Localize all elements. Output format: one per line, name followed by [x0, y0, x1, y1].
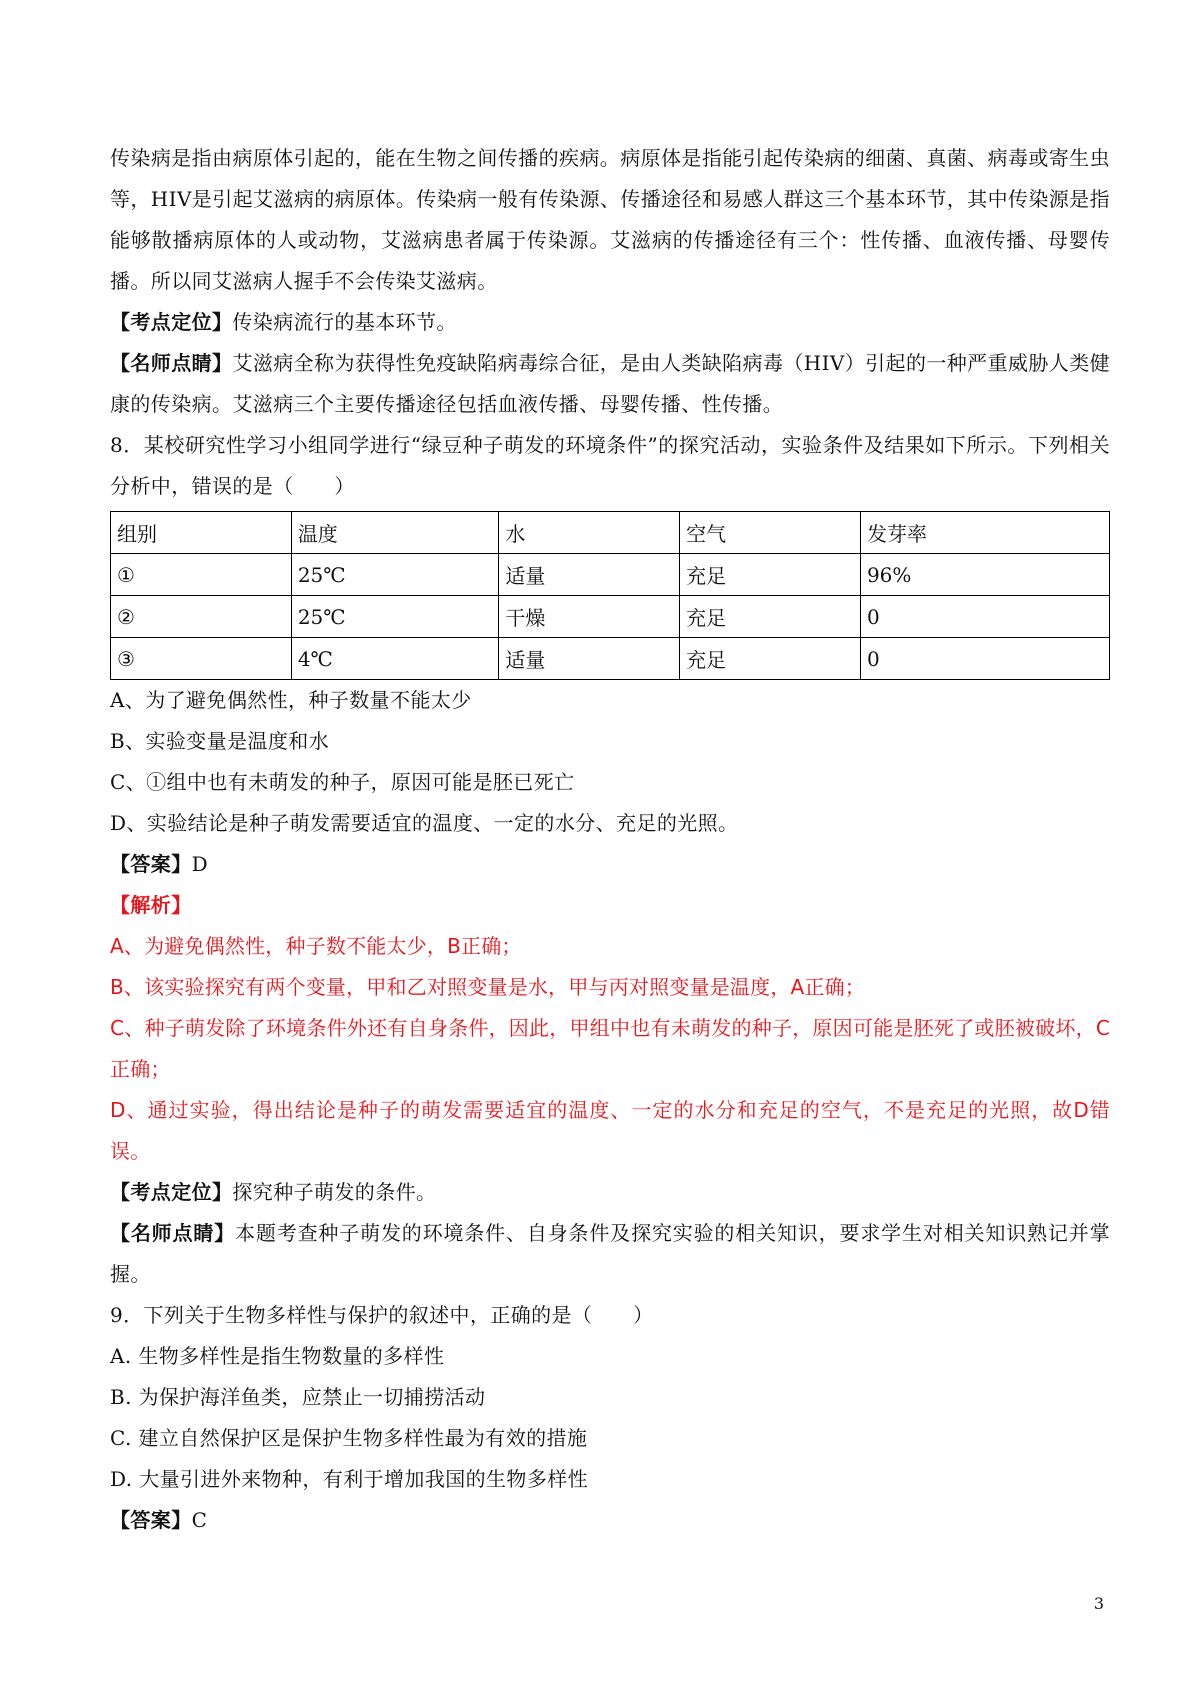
table-header-cell: 组别	[111, 512, 292, 554]
q7-kaodian	[110, 302, 1110, 343]
table-row	[111, 638, 1110, 680]
answer-text: C	[191, 1508, 208, 1532]
q7-mingshi	[110, 343, 1110, 425]
table-cell: 4℃	[291, 638, 499, 680]
q8-option-d: D、实验结论是种子萌发需要适宜的温度、一定的水分、充足的光照。	[110, 811, 739, 835]
kaodian-text: 探究种子萌发的条件。	[232, 1180, 437, 1204]
q8-analysis-b: B、该实验探究有两个变量，甲和乙对照变量是水，甲与丙对照变量是温度，A正确；	[110, 975, 866, 999]
q8-experiment-table	[110, 511, 1110, 680]
table-header-cell: 发芽率	[860, 512, 1109, 554]
q8-analysis-c: C、种子萌发除了环境条件外还有自身条件，因此，甲组中也有未萌发的种子，原因可能是胚死了或胚被破坏，C正确；	[110, 1016, 1110, 1081]
q8-option-c: C、①组中也有未萌发的种子，原因可能是胚已死亡	[110, 770, 575, 794]
table-cell: ②	[111, 596, 292, 638]
mingshi-text: 艾滋病全称为获得性免疫缺陷病毒综合征，是由人类缺陷病毒（HIV）引起的一种严重威胁人类健康的传染病。艾滋病三个主要传播途径包括血液传播、母婴传播、性传播。	[110, 351, 1110, 416]
mingshi-label: 【名师点睛】	[110, 1221, 236, 1245]
table-header-cell: 温度	[291, 512, 499, 554]
table-cell: 适量	[499, 638, 680, 680]
page-content	[110, 138, 1110, 1541]
q8-option-b: B、实验变量是温度和水	[110, 729, 330, 753]
kaodian-label: 【考点定位】	[110, 310, 233, 334]
answer-label: 【答案】	[110, 1508, 192, 1532]
q8-kaodian	[110, 1172, 1110, 1213]
table-header-row	[111, 512, 1110, 554]
mingshi-label: 【名师点睛】	[110, 351, 233, 375]
q9-answer	[110, 1500, 1110, 1541]
table-cell: 25℃	[291, 554, 499, 596]
table-cell: 25℃	[291, 596, 499, 638]
q9-option-c: C. 建立自然保护区是保护生物多样性最为有效的措施	[110, 1426, 588, 1450]
q8-option-a: A、为了避免偶然性，种子数量不能太少	[110, 688, 472, 712]
q9-option-b: B. 为保护海洋鱼类，应禁止一切捕捞活动	[110, 1385, 486, 1409]
answer-text: D	[191, 852, 209, 876]
q8-stem: 8．某校研究性学习小组同学进行“绿豆种子萌发的环境条件”的探究活动，实验条件及结果如下所示。下列相关分析中，错误的是（ ）	[110, 433, 1110, 498]
q9-option-a: A. 生物多样性是指生物数量的多样性	[110, 1344, 445, 1368]
kaodian-label: 【考点定位】	[110, 1180, 233, 1204]
table-cell: 充足	[680, 554, 861, 596]
table-row	[111, 596, 1110, 638]
kaodian-text: 传染病流行的基本环节。	[232, 310, 457, 334]
table-cell: 充足	[680, 638, 861, 680]
q8-answer	[110, 844, 1110, 885]
q8-analysis-title: 【解析】	[110, 893, 192, 917]
table-cell: 适量	[499, 554, 680, 596]
mingshi-text: 本题考查种子萌发的环境条件、自身条件及探究实验的相关知识，要求学生对相关知识熟记并掌握。	[110, 1221, 1110, 1286]
page-number: 3	[1093, 1594, 1104, 1613]
table-header-cell: 水	[499, 512, 680, 554]
table-header-cell: 空气	[680, 512, 861, 554]
table-cell: 0	[860, 638, 1109, 680]
q9-option-d: D. 大量引进外来物种，有利于增加我国的生物多样性	[110, 1467, 589, 1491]
q8-analysis-d: D、通过实验，得出结论是种子的萌发需要适宜的温度、一定的水分和充足的空气，不是充足的光照，故D错误。	[110, 1098, 1110, 1163]
table-cell: ③	[111, 638, 292, 680]
table-cell: ①	[111, 554, 292, 596]
answer-label: 【答案】	[110, 852, 192, 876]
q9-stem: 9．下列关于生物多样性与保护的叙述中，正确的是（ ）	[110, 1303, 654, 1327]
q8-mingshi	[110, 1213, 1110, 1295]
table-cell: 0	[860, 596, 1109, 638]
table-cell: 96%	[860, 554, 1109, 596]
table-row	[111, 554, 1110, 596]
table-cell: 干燥	[499, 596, 680, 638]
intro-paragraph: 传染病是指由病原体引起的，能在生物之间传播的疾病。病原体是指能引起传染病的细菌、真菌、病毒或寄生虫等，HIV是引起艾滋病的病原体。传染病一般有传染源、传播途径和易感人群这三个基本环节，其中传染源是指能够散播病原体的人或动物，艾滋病患者属于传染源。艾滋病的传播途径有三个：性传播、血液传播、母婴传播。所以同艾滋病人握手不会传染艾滋病。	[110, 146, 1110, 293]
table-cell: 充足	[680, 596, 861, 638]
q8-analysis-a: A、为避免偶然性，种子数不能太少，B正确；	[110, 934, 522, 958]
